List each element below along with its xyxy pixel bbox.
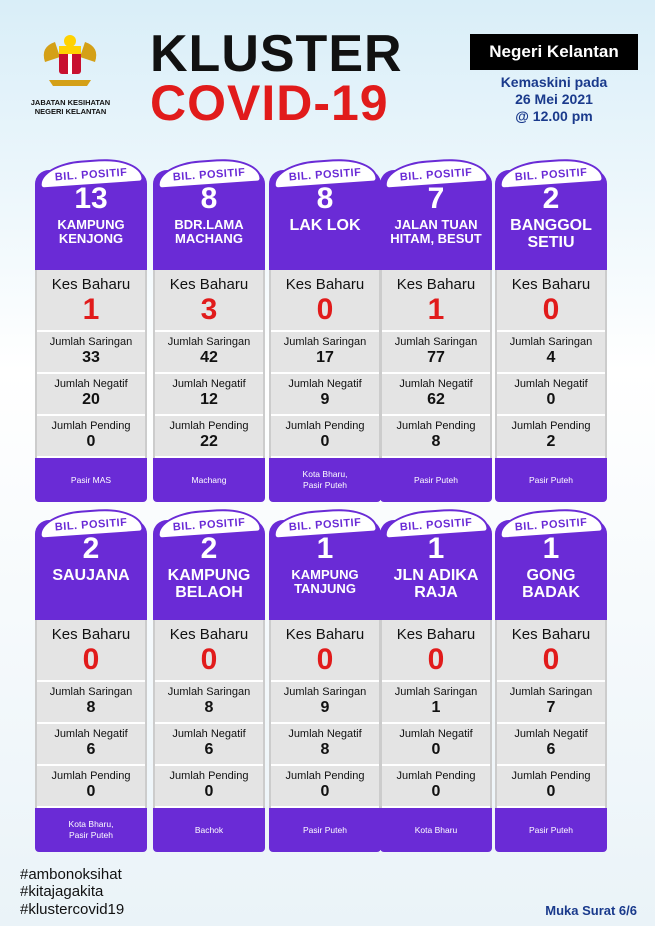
new-cases-value: 0 (316, 293, 334, 326)
dept-line1: JABATAN KESIHATAN (30, 98, 111, 107)
updated-line3: @ 12.00 pm (515, 107, 593, 124)
screening-value: 77 (427, 349, 445, 366)
card-header (153, 516, 265, 620)
card-header (269, 166, 381, 270)
negative-value: 62 (427, 391, 445, 408)
pending-value: 0 (320, 783, 330, 800)
negative-total (497, 724, 605, 766)
card-body (495, 270, 607, 458)
negative-total (37, 374, 145, 416)
pending-total (155, 416, 263, 458)
new-cases (382, 620, 490, 682)
new-cases-label: Kes Baharu (51, 276, 131, 293)
positive-badge: BIL. POSITIF (272, 156, 378, 189)
hashtag: #klustercovid19 (20, 900, 125, 918)
positive-badge: BIL. POSITIF (38, 156, 144, 189)
new-cases-label: Kes Baharu (169, 276, 249, 293)
positive-count: 1 (542, 532, 560, 565)
pending-total (271, 416, 379, 458)
card-body (35, 270, 147, 458)
positive-count: 8 (316, 182, 334, 215)
screening-label: Jumlah Saringan (167, 686, 251, 698)
screening-value: 8 (86, 699, 96, 716)
pending-label: Jumlah Pending (396, 420, 476, 432)
pending-label: Jumlah Pending (396, 770, 476, 782)
card-body (35, 620, 147, 808)
pending-total (155, 766, 263, 808)
district-label: Pasir Puteh (495, 458, 607, 502)
new-cases-value: 0 (427, 643, 445, 676)
pending-value: 0 (431, 783, 441, 800)
cluster-card (35, 166, 147, 502)
screening-label: Jumlah Saringan (283, 336, 367, 348)
screening-total (497, 682, 605, 724)
negative-label: Jumlah Negatif (54, 378, 128, 390)
new-cases-value: 3 (200, 293, 218, 326)
pending-value: 0 (86, 433, 96, 450)
positive-badge: BIL. POSITIF (272, 506, 378, 539)
negative-value: 6 (86, 741, 96, 758)
screening-total (382, 332, 490, 374)
new-cases-value: 0 (200, 643, 218, 676)
district-label: Pasir Puteh (269, 808, 381, 852)
card-header (495, 166, 607, 270)
card-body (269, 620, 381, 808)
negative-value: 0 (431, 741, 441, 758)
cluster-name: JALAN TUAN HITAM, BESUT (390, 217, 482, 246)
card-header (153, 166, 265, 270)
negative-total (382, 374, 490, 416)
cluster-name: KAMPUNG KENJONG (57, 217, 125, 246)
new-cases-label: Kes Baharu (396, 276, 476, 293)
pending-label: Jumlah Pending (285, 770, 365, 782)
screening-total (382, 682, 490, 724)
pending-value: 22 (200, 433, 218, 450)
district-label: Pasir Puteh (495, 808, 607, 852)
screening-value: 42 (200, 349, 218, 366)
pending-label: Jumlah Pending (51, 420, 131, 432)
screening-value: 17 (316, 349, 334, 366)
pending-label: Jumlah Pending (511, 770, 591, 782)
cluster-card (495, 166, 607, 502)
state-crest-icon (35, 32, 105, 92)
card-body (153, 620, 265, 808)
cluster-card (153, 166, 265, 502)
negative-total (155, 724, 263, 766)
cluster-card (153, 516, 265, 852)
pending-value: 0 (204, 783, 214, 800)
new-cases (155, 270, 263, 332)
screening-label: Jumlah Saringan (509, 686, 593, 698)
pending-label: Jumlah Pending (169, 420, 249, 432)
positive-count: 2 (200, 532, 218, 565)
negative-label: Jumlah Negatif (399, 728, 473, 740)
positive-badge: BIL. POSITIF (156, 506, 262, 539)
cluster-card (380, 516, 492, 852)
pending-label: Jumlah Pending (285, 420, 365, 432)
positive-count: 8 (200, 182, 218, 215)
negative-label: Jumlah Negatif (399, 378, 473, 390)
hashtag: #kitajagakita (20, 883, 104, 901)
positive-badge: BIL. POSITIF (38, 506, 144, 539)
cluster-name: SAUJANA (52, 567, 130, 584)
title-kluster: KLUSTER (150, 25, 403, 83)
cluster-name: BANGGOL SETIU (510, 217, 592, 251)
pending-total (497, 766, 605, 808)
negative-label: Jumlah Negatif (54, 728, 128, 740)
screening-label: Jumlah Saringan (49, 686, 133, 698)
cluster-card (495, 516, 607, 852)
screening-total (37, 332, 145, 374)
district-label: Kota Bharu, Pasir Puteh (35, 808, 147, 852)
pending-value: 0 (546, 783, 556, 800)
cluster-card (269, 516, 381, 852)
dept-line2: NEGERI KELANTAN (34, 107, 107, 117)
screening-label: Jumlah Saringan (509, 336, 593, 348)
cluster-name: JLN ADIKA RAJA (393, 567, 479, 601)
cluster-name: KAMPUNG BELAOH (167, 567, 251, 601)
new-cases-value: 1 (427, 293, 445, 326)
pending-value: 0 (86, 783, 96, 800)
pending-label: Jumlah Pending (169, 770, 249, 782)
screening-value: 33 (82, 349, 100, 366)
cluster-name: BDR.LAMA MACHANG (174, 217, 244, 246)
cluster-name: KAMPUNG TANJUNG (291, 567, 359, 596)
new-cases-value: 0 (82, 643, 100, 676)
card-header (35, 516, 147, 620)
pending-total (271, 766, 379, 808)
district-label: Kota Bharu, Pasir Puteh (269, 458, 381, 502)
screening-value: 4 (546, 349, 556, 366)
cluster-name: LAK LOK (289, 217, 361, 234)
positive-count: 2 (82, 532, 100, 565)
pending-label: Jumlah Pending (51, 770, 131, 782)
positive-count: 2 (542, 182, 560, 215)
new-cases-label: Kes Baharu (169, 626, 249, 643)
header (0, 0, 655, 150)
new-cases-value: 0 (316, 643, 334, 676)
positive-badge: BIL. POSITIF (498, 156, 604, 189)
card-body (495, 620, 607, 808)
card-body (153, 270, 265, 458)
update-timestamp (470, 74, 638, 124)
new-cases (37, 620, 145, 682)
positive-badge: BIL. POSITIF (383, 156, 489, 189)
pending-label: Jumlah Pending (511, 420, 591, 432)
new-cases-label: Kes Baharu (285, 626, 365, 643)
pending-value: 2 (546, 433, 556, 450)
screening-value: 8 (204, 699, 214, 716)
negative-label: Jumlah Negatif (514, 378, 588, 390)
pending-value: 0 (320, 433, 330, 450)
screening-label: Jumlah Saringan (283, 686, 367, 698)
negative-value: 6 (204, 741, 214, 758)
hashtags (20, 866, 124, 918)
screening-total (497, 332, 605, 374)
screening-total (37, 682, 145, 724)
district-label: Pasir MAS (35, 458, 147, 502)
pending-total (382, 766, 490, 808)
district-label: Pasir Puteh (380, 458, 492, 502)
pending-total (382, 416, 490, 458)
positive-badge: BIL. POSITIF (383, 506, 489, 539)
new-cases-label: Kes Baharu (285, 276, 365, 293)
screening-label: Jumlah Saringan (49, 336, 133, 348)
negative-label: Jumlah Negatif (514, 728, 588, 740)
district-label: Kota Bharu (380, 808, 492, 852)
screening-total (155, 332, 263, 374)
screening-label: Jumlah Saringan (167, 336, 251, 348)
new-cases-value: 0 (542, 293, 560, 326)
updated-line1: Kemaskini pada (500, 74, 608, 90)
title-covid: COVID-19 (150, 75, 389, 131)
negative-total (155, 374, 263, 416)
screening-label: Jumlah Saringan (394, 336, 478, 348)
negative-value: 9 (320, 391, 330, 408)
screening-total (155, 682, 263, 724)
negative-total (271, 374, 379, 416)
pending-total (37, 766, 145, 808)
cluster-card (35, 516, 147, 852)
card-header (495, 516, 607, 620)
new-cases (497, 620, 605, 682)
negative-total (382, 724, 490, 766)
negative-label: Jumlah Negatif (172, 378, 246, 390)
new-cases (382, 270, 490, 332)
card-body (380, 620, 492, 808)
new-cases-label: Kes Baharu (511, 626, 591, 643)
district-label: Machang (153, 458, 265, 502)
new-cases-label: Kes Baharu (511, 276, 591, 293)
positive-count: 1 (316, 532, 334, 565)
card-header (269, 516, 381, 620)
negative-value: 20 (82, 391, 100, 408)
screening-value: 1 (431, 699, 441, 716)
new-cases-label: Kes Baharu (396, 626, 476, 643)
new-cases (271, 620, 379, 682)
new-cases (155, 620, 263, 682)
pending-value: 8 (431, 433, 441, 450)
new-cases (37, 270, 145, 332)
negative-value: 6 (546, 741, 556, 758)
state-label: Negeri Kelantan (470, 34, 638, 70)
negative-label: Jumlah Negatif (288, 378, 362, 390)
pending-total (497, 416, 605, 458)
positive-badge: BIL. POSITIF (156, 156, 262, 189)
department-name (18, 98, 123, 117)
screening-value: 7 (546, 699, 556, 716)
negative-value: 12 (200, 391, 218, 408)
screening-label: Jumlah Saringan (394, 686, 478, 698)
card-body (380, 270, 492, 458)
positive-badge: BIL. POSITIF (498, 506, 604, 539)
card-header (35, 166, 147, 270)
screening-total (271, 682, 379, 724)
cluster-card (269, 166, 381, 502)
positive-count: 7 (427, 182, 445, 215)
screening-total (271, 332, 379, 374)
negative-total (37, 724, 145, 766)
negative-value: 0 (546, 391, 556, 408)
negative-total (271, 724, 379, 766)
negative-label: Jumlah Negatif (288, 728, 362, 740)
card-header (380, 516, 492, 620)
new-cases-label: Kes Baharu (51, 626, 131, 643)
page-number: Muka Surat 6/6 (545, 903, 637, 918)
district-label: Bachok (153, 808, 265, 852)
cluster-card (380, 166, 492, 502)
positive-count: 13 (74, 182, 108, 215)
card-body (269, 270, 381, 458)
negative-total (497, 374, 605, 416)
card-header (380, 166, 492, 270)
negative-label: Jumlah Negatif (172, 728, 246, 740)
new-cases-value: 0 (542, 643, 560, 676)
updated-line2: 26 Mei 2021 (515, 90, 593, 107)
pending-total (37, 416, 145, 458)
screening-value: 9 (320, 699, 330, 716)
positive-count: 1 (427, 532, 445, 565)
new-cases-value: 1 (82, 293, 100, 326)
new-cases (497, 270, 605, 332)
new-cases (271, 270, 379, 332)
negative-value: 8 (320, 741, 330, 758)
hashtag: #ambonoksihat (20, 866, 122, 883)
cluster-name: GONG BADAK (522, 567, 580, 601)
